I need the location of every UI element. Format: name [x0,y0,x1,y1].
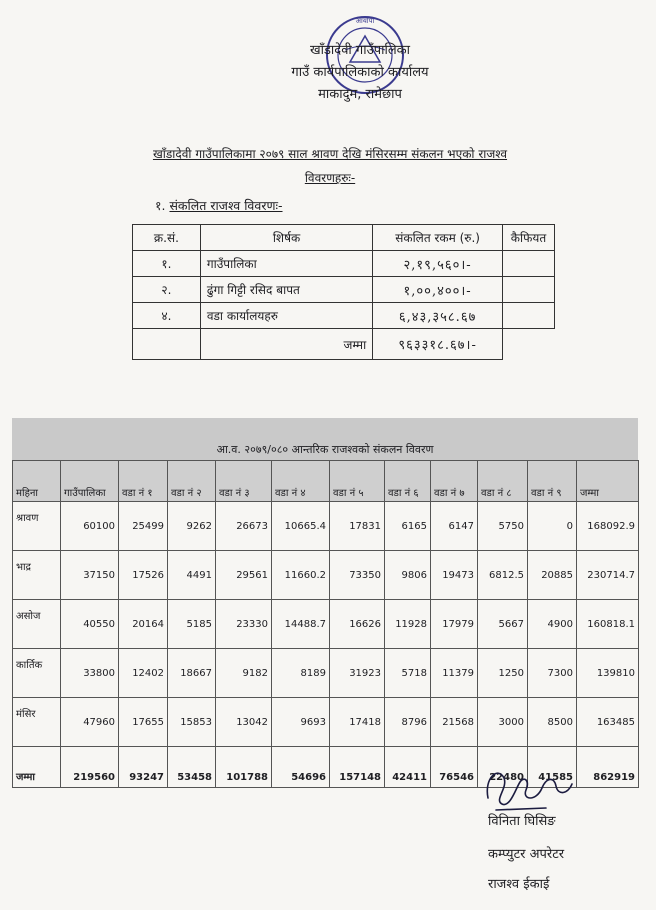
svg-text:आर्यापा: आर्यापा [355,17,375,25]
document-subject [140,142,520,190]
month-label: श्रावण [13,502,61,551]
total-cell: 157148 [330,747,385,788]
cell: 19473 [431,551,478,600]
header-ward-3: वडा नं ३ [216,461,272,502]
table-row [13,698,639,747]
cell: 37150 [61,551,119,600]
table-row [13,551,639,600]
total-cell: 54696 [272,747,330,788]
monthly-table-title: आ.व. २०७९/०८० आन्तरिक राजश्वको संकलन विवरण [216,443,434,456]
cell: 4491 [168,551,216,600]
row-sn: १. [133,251,201,277]
cell: 8500 [528,698,577,747]
cell: 17655 [119,698,168,747]
cell: 14488.7 [272,600,330,649]
header-amount: संकलित रकम (रु.) [373,225,503,251]
cell: 160818.1 [577,600,639,649]
monthly-header-row [13,461,639,502]
cell: 31923 [330,649,385,698]
row-remark [503,277,555,303]
cell: 6147 [431,502,478,551]
signatory-designation: कम्प्युटर अपरेटर [488,847,565,862]
revenue-summary-table [132,224,555,360]
total-cell: 22480 [478,747,528,788]
table-row [133,303,555,329]
cell: 17831 [330,502,385,551]
cell: 20885 [528,551,577,600]
row-title: गाउँपालिका [200,251,372,277]
cell: 26673 [216,502,272,551]
municipality-name: खाँडादेवी गाउँपालिका [309,43,411,58]
header-ward-6: वडा नं ६ [385,461,431,502]
cell: 21568 [431,698,478,747]
month-label: मंसिर [13,698,61,747]
cell: 17979 [431,600,478,649]
row-amount: १,००,४००।- [373,277,503,303]
table-row [13,600,639,649]
row-amount: ६,४३,३५८.६७ [373,303,503,329]
cell: 5718 [385,649,431,698]
cell: 8796 [385,698,431,747]
subject-line-2: विवरणहरुः- [304,171,356,185]
summary-header-row [133,225,555,251]
cell: 20164 [119,600,168,649]
cell: 4900 [528,600,577,649]
header-ward-9: वडा नं ९ [528,461,577,502]
month-label: भाद्र [13,551,61,600]
total-cell: 41585 [528,747,577,788]
header-month: महिना [13,461,61,502]
table-row [133,251,555,277]
header-ward-2: वडा नं २ [168,461,216,502]
row-sn: २. [133,277,201,303]
cell: 18667 [168,649,216,698]
total-label: जम्मा [13,747,61,788]
cell: 47960 [61,698,119,747]
header-title: शिर्षक [200,225,372,251]
cell: 139810 [577,649,639,698]
total-amount: ९६३३१८.६७।- [373,329,503,360]
header-gaupalika: गाउँपालिका [61,461,119,502]
cell: 9182 [216,649,272,698]
total-cell: 101788 [216,747,272,788]
header-sn: क्र.सं. [133,225,201,251]
cell: 7300 [528,649,577,698]
cell: 168092.9 [577,502,639,551]
cell: 60100 [61,502,119,551]
cell: 13042 [216,698,272,747]
table-row [13,502,639,551]
header-ward-5: वडा नं ५ [330,461,385,502]
monthly-revenue-section [12,418,638,783]
office-address: माकादुम, रामेछाप [318,87,402,102]
cell: 3000 [478,698,528,747]
table-row [13,649,639,698]
cell: 9262 [168,502,216,551]
cell: 5667 [478,600,528,649]
cell: 10665.4 [272,502,330,551]
cell: 163485 [577,698,639,747]
row-title: ढुंगा गिट्टी रसिद बापत [200,277,372,303]
header-ward-8: वडा नं ८ [478,461,528,502]
cell: 12402 [119,649,168,698]
cell: 6812.5 [478,551,528,600]
cell: 9693 [272,698,330,747]
header-ward-4: वडा नं ४ [272,461,330,502]
cell: 17526 [119,551,168,600]
cell: 6165 [385,502,431,551]
cell: 40550 [61,600,119,649]
row-remark [503,303,555,329]
cell: 29561 [216,551,272,600]
header-total: जम्मा [577,461,639,502]
monthly-revenue-table [12,460,639,788]
cell: 1250 [478,649,528,698]
cell: 11660.2 [272,551,330,600]
summary-total-row [133,329,555,360]
row-sn: ४. [133,303,201,329]
cell: 15853 [168,698,216,747]
row-amount: २,१९,५६०।- [373,251,503,277]
row-title: वडा कार्यालयहरु [200,303,372,329]
cell: 16626 [330,600,385,649]
subject-line-1: खाँडादेवी गाउँपालिकामा २०७९ साल श्रावण देखि मंसिरसम्म संकलन भएको राजश्व [152,147,508,161]
cell: 5185 [168,600,216,649]
section-heading: संकलित राजश्व विवरणः- [169,198,283,213]
cell: 0 [528,502,577,551]
cell: 17418 [330,698,385,747]
section-number: १. [155,198,166,213]
cell: 33800 [61,649,119,698]
total-cell: 53458 [168,747,216,788]
total-cell: 219560 [61,747,119,788]
office-name: गाउँ कार्यपालिकाको कार्यालय [291,65,429,80]
cell: 9806 [385,551,431,600]
cell: 5750 [478,502,528,551]
table-row [133,277,555,303]
total-remark [503,329,555,360]
total-label: जम्मा [200,329,372,360]
cell: 11928 [385,600,431,649]
total-cell: 76546 [431,747,478,788]
signatory-name: विनिता घिसिङ [488,814,556,829]
signature [476,758,586,818]
header-remark: कैफियत [503,225,555,251]
header-ward-7: वडा नं ७ [431,461,478,502]
cell: 8189 [272,649,330,698]
month-label: असोज [13,600,61,649]
cell: 230714.7 [577,551,639,600]
total-cell: 93247 [119,747,168,788]
cell: 23330 [216,600,272,649]
section-1-title [155,197,283,214]
cell: 73350 [330,551,385,600]
cell: 25499 [119,502,168,551]
header-ward-1: वडा नं १ [119,461,168,502]
signatory-unit: राजश्व ईकाई [488,877,550,892]
month-label: कार्तिक [13,649,61,698]
total-cell: 42411 [385,747,431,788]
row-remark [503,251,555,277]
cell: 11379 [431,649,478,698]
total-cell: 862919 [577,747,639,788]
total-spacer [133,329,201,360]
